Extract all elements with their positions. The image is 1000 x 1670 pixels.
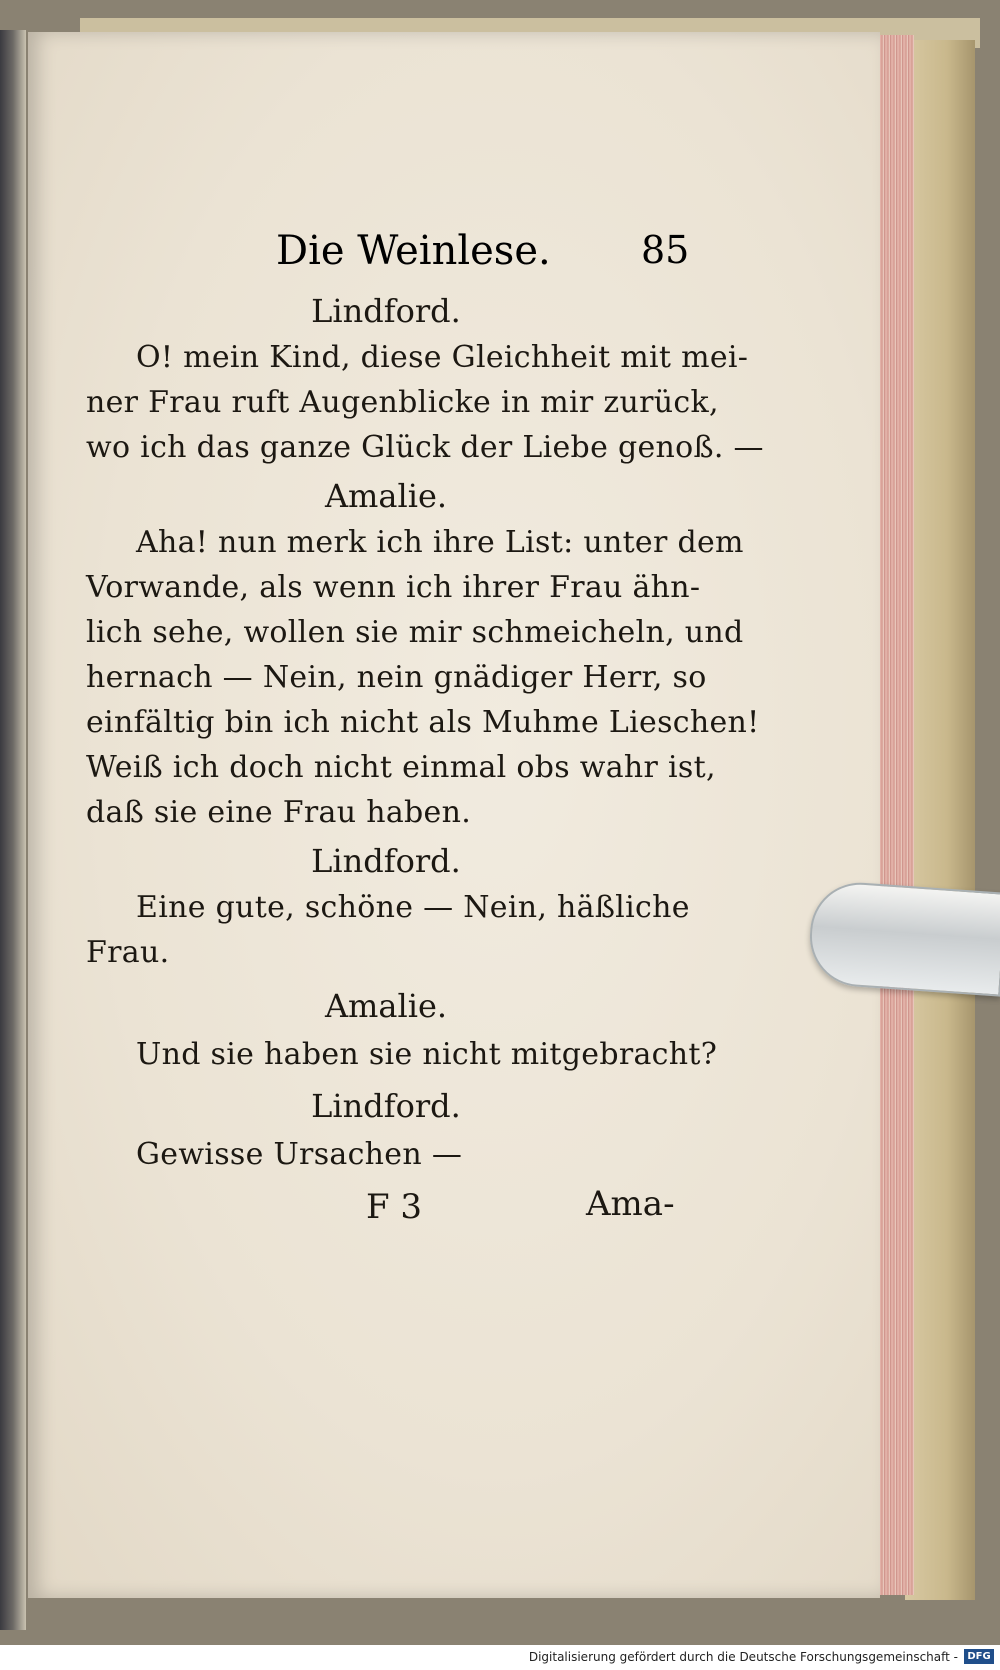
credit-text: Digitalisierung gefördert durch die Deutsche Forschungsgemeinschaft - xyxy=(528,1650,958,1664)
speaker-name: Lindford. xyxy=(311,1087,461,1125)
signature-mark: F 3 xyxy=(366,1187,423,1227)
text-line: einfältig bin ich nicht als Muhme Lieschen! xyxy=(86,705,760,740)
running-head xyxy=(86,228,690,288)
running-title: Die Weinlese. xyxy=(276,228,551,274)
text-line: ner Frau ruft Augenblicke in mir zurück, xyxy=(86,385,719,420)
page-clip xyxy=(807,879,1000,996)
text-line: wo ich das ganze Glück der Liebe genoß. — xyxy=(86,430,764,465)
catchword: Ama- xyxy=(586,1184,675,1224)
page-number: 85 xyxy=(641,228,690,272)
previous-page-edge xyxy=(0,30,26,1630)
text-line: Vorwande, als wenn ich ihrer Frau ähn- xyxy=(86,570,701,605)
text-line: Frau. xyxy=(86,935,170,970)
text-line: daß sie eine Frau haben. xyxy=(86,795,472,830)
dfg-logo: DFG xyxy=(964,1649,994,1664)
speaker-name: Amalie. xyxy=(324,477,448,515)
text-line: lich sehe, wollen sie mir schmeicheln, und xyxy=(86,615,744,650)
credit-strip xyxy=(0,1645,1000,1670)
text-line: Gewisse Ursachen — xyxy=(136,1137,463,1172)
cover-board-right xyxy=(905,40,975,1600)
text-line: Und sie haben sie nicht mitgebracht? xyxy=(136,1037,718,1072)
text-line: Eine gute, schöne — Nein, häßliche xyxy=(136,890,690,925)
text-line: Aha! nun merk ich ihre List: unter dem xyxy=(136,525,744,560)
speaker-name: Lindford. xyxy=(311,292,461,330)
speaker-name: Lindford. xyxy=(311,842,461,880)
text-line: hernach — Nein, nein gnädiger Herr, so xyxy=(86,660,707,695)
text-line: O! mein Kind, diese Gleichheit mit mei- xyxy=(136,340,749,375)
text-line: Weiß ich doch nicht einmal obs wahr ist, xyxy=(86,750,716,785)
speaker-name: Amalie. xyxy=(324,987,448,1025)
